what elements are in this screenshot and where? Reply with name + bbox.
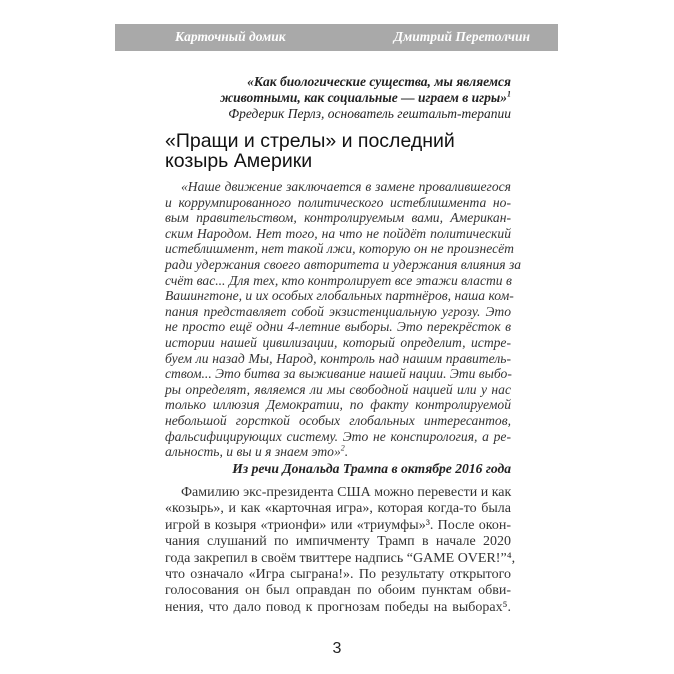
text-line: нения, что дало повод к прогнозам победы на выборах⁵. [165,599,511,615]
page-number: 3 [332,640,342,657]
text-line: голосования он был оправдан по обоим пунктам обви- [165,583,511,599]
chapter-heading [165,131,455,171]
epigraph-attribution: Фредерик Перлз, основатель гештальт-терапии [228,106,511,121]
text-line: года закрепил в своём твиттере надпись “GAME OVER!”⁴, [165,550,516,566]
text-line: не просто ещё одни 4-летние выборы. Это перекрёсток в [165,319,511,335]
epigraph-line: животными, как социальные — играем в игры»$^1$ [220,89,511,105]
footnote-ref: 2 [340,443,345,453]
header-author: Дмитрий Перетолчин [393,29,530,44]
text-line: истории нашей цивилизации, который определит, истре- [165,334,511,350]
text-line: «Наше движение заключается в замене провалившегося [181,179,511,194]
running-header [115,24,558,51]
text-line: буем ли назад Мы, Народ, контроль над нашим правитель- [165,350,511,366]
text-line: «козырь», и как «карточная игра», которая когда-то была [165,501,511,517]
text-line: небольшой горсткой особых глобальных интересантов, [165,412,511,428]
quote-attribution: Из речи Дональда Трампа в октябре 2016 года [232,460,511,476]
body-paragraph [165,485,516,616]
header-book-title: Карточный домик [175,29,286,44]
heading-line: «Пращи и стрелы» и последний [165,130,455,152]
text-line: ры определят, являемся ли мы свободной нацией или у нас [165,381,511,397]
text-line: альность, и вы и я знаем это»$^2$. [165,443,349,460]
text-line: Вашингтоне, и их особых глобальных партнёров, наша ком- [165,288,514,304]
text-line: ским Народом. Нет того, на что не пойдёт политический [165,225,511,241]
quote-block [165,179,522,477]
heading-line: козырь Америки [165,150,313,172]
text-line: ради удержания своего авторитета и удержания влияния за [165,256,522,272]
text-line: истеблишмент, нет такой лжи, которую он не произнесёт [165,241,514,257]
text-line: что означало «Игра сыграна!». По результату открытого [165,567,511,583]
footnote-ref: 1 [507,89,511,99]
epigraph [200,74,511,122]
text-line: счёт вас... Для тех, кто контролирует все этажи власти в [165,272,512,288]
text-line: игрой в козыря «трионфи» или «триумфы»³. После окон- [165,517,511,533]
text-line: Фамилию экс-президента США можно перевести и как [181,485,512,500]
text-line: ством... Это битва за выживание нашей нации. Эти выбо- [165,366,512,382]
text-line: и коррумпированного политического истеблишмента но- [165,194,511,210]
text-line: только иллюзия Демократии, по факту контролируемой [165,397,511,413]
text-line: вым правительством, контролируемым вами, Американ- [165,210,511,226]
text-line: пания представляет собой экзистенциальную угрозу. Это [165,303,511,319]
text-line: чания слушаний по импичменту Трамп в начале 2020 [165,534,511,550]
epigraph-line: «Как биологические существа, мы являемся [247,74,511,89]
text-line: фальсифицирующих систему. Это не конспирология, а ре- [165,428,511,444]
